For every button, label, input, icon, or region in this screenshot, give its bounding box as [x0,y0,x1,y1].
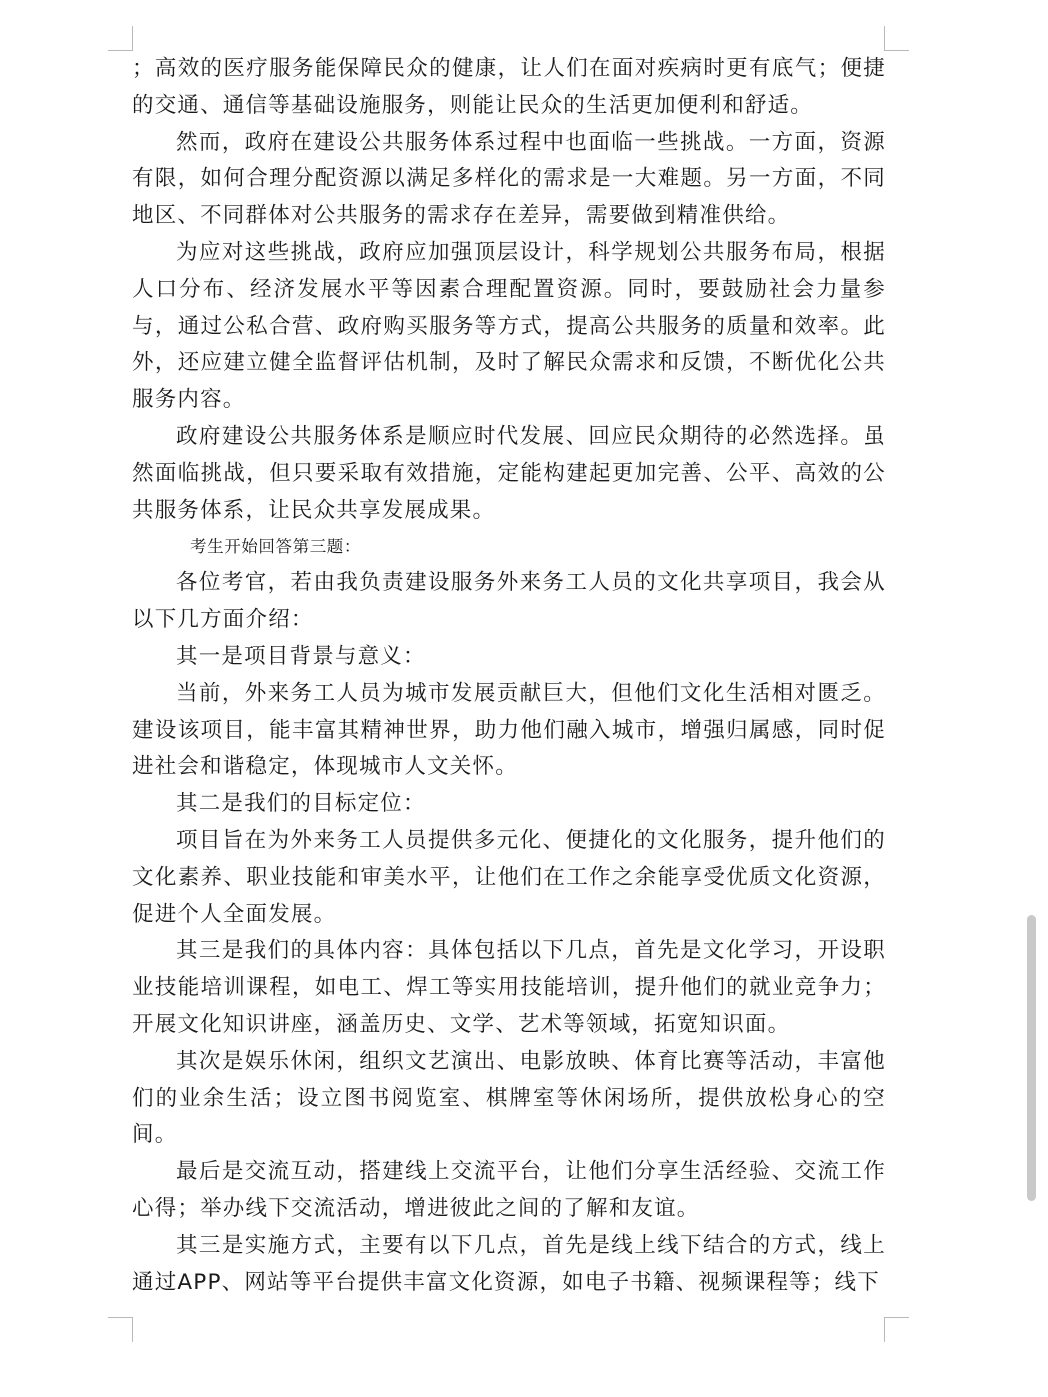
paragraph: 各位考官，若由我负责建设服务外来务工人员的文化共享项目，我会从以下几方面介绍： [132,570,886,633]
document-body[interactable] [132,51,886,1301]
paragraph: ；高效的医疗服务能保障民众的健康，让人们在面对疾病时更有底气；便捷的交通、通信等基础设施服务，则能让民众的生活更加便利和舒适。 [132,56,886,118]
page-corner-mark-bottom-right [884,1317,909,1342]
vertical-scrollbar[interactable] [1027,915,1036,1201]
paragraph: 当前，外来务工人员为城市发展贡献巨大，但他们文化生活相对匮乏。建设该项目，能丰富其精神世界，助力他们融入城市，增强归属感，同时促进社会和谐稳定，体现城市人文关怀。 [132,680,886,780]
paragraph: 其三是我们的具体内容：具体包括以下几点，首先是文化学习，开设职业技能培训课程，如电工、焊工等实用技能培训，提升他们的就业竞争力；开展文化知识讲座，涵盖历史、文学、艺术等领域，拓宽知识面。 [132,938,886,1037]
section-heading: 考生开始回答第三题： [190,537,361,557]
paragraph: 然而，政府在建设公共服务体系过程中也面临一些挑战。一方面，资源有限，如何合理分配资源以满足多样化的需求是一大难题。另一方面，不同地区、不同群体对公共服务的需求存在差异，需要做到精准供给。 [132,129,886,229]
paragraph: 为应对这些挑战，政府应加强顶层设计，科学规划公共服务布局，根据人口分布、经济发展水平等因素合理配置资源。同时，要鼓励社会力量参与，通过公私合营、政府购买服务等方式，提高公共服务的质量和效率。此外，还应建立健全监督评估机制，及时了解民众需求和反馈，不断优化公共服务内容。 [132,239,886,413]
paragraph: 其次是娱乐休闲，组织文艺演出、电影放映、体育比赛等活动，丰富他们的业余生活；设立图书阅览室、棋牌室等休闲场所，提供放松身心的空间。 [132,1048,886,1148]
paragraph: 政府建设公共服务体系是顺应时代发展、回应民众期待的必然选择。虽然面临挑战，但只要采取有效措施，定能构建起更加完善、公平、高效的公共服务体系，让民众共享发展成果。 [132,423,886,523]
paragraph: 其三是实施方式，主要有以下几点，首先是线上线下结合的方式，线上通过APP、网站等平台提供丰富文化资源，如电子书籍、视频课程等；线下 [132,1232,886,1295]
paragraph: 项目旨在为外来务工人员提供多元化、便捷化的文化服务，提升他们的文化素养、职业技能和审美水平，让他们在工作之余能享受优质文化资源，促进个人全面发展。 [132,827,886,927]
page-corner-mark-top-left [108,26,133,51]
paragraph: 其一是项目背景与意义： [176,643,426,669]
page-corner-mark-top-right [884,26,909,51]
paragraph: 其二是我们的目标定位： [176,791,426,817]
paragraph: 最后是交流互动，搭建线上交流平台，让他们分享生活经验、交流工作心得；举办线下交流活动，增进彼此之间的了解和友谊。 [132,1159,886,1221]
page-corner-mark-bottom-left [108,1317,133,1342]
